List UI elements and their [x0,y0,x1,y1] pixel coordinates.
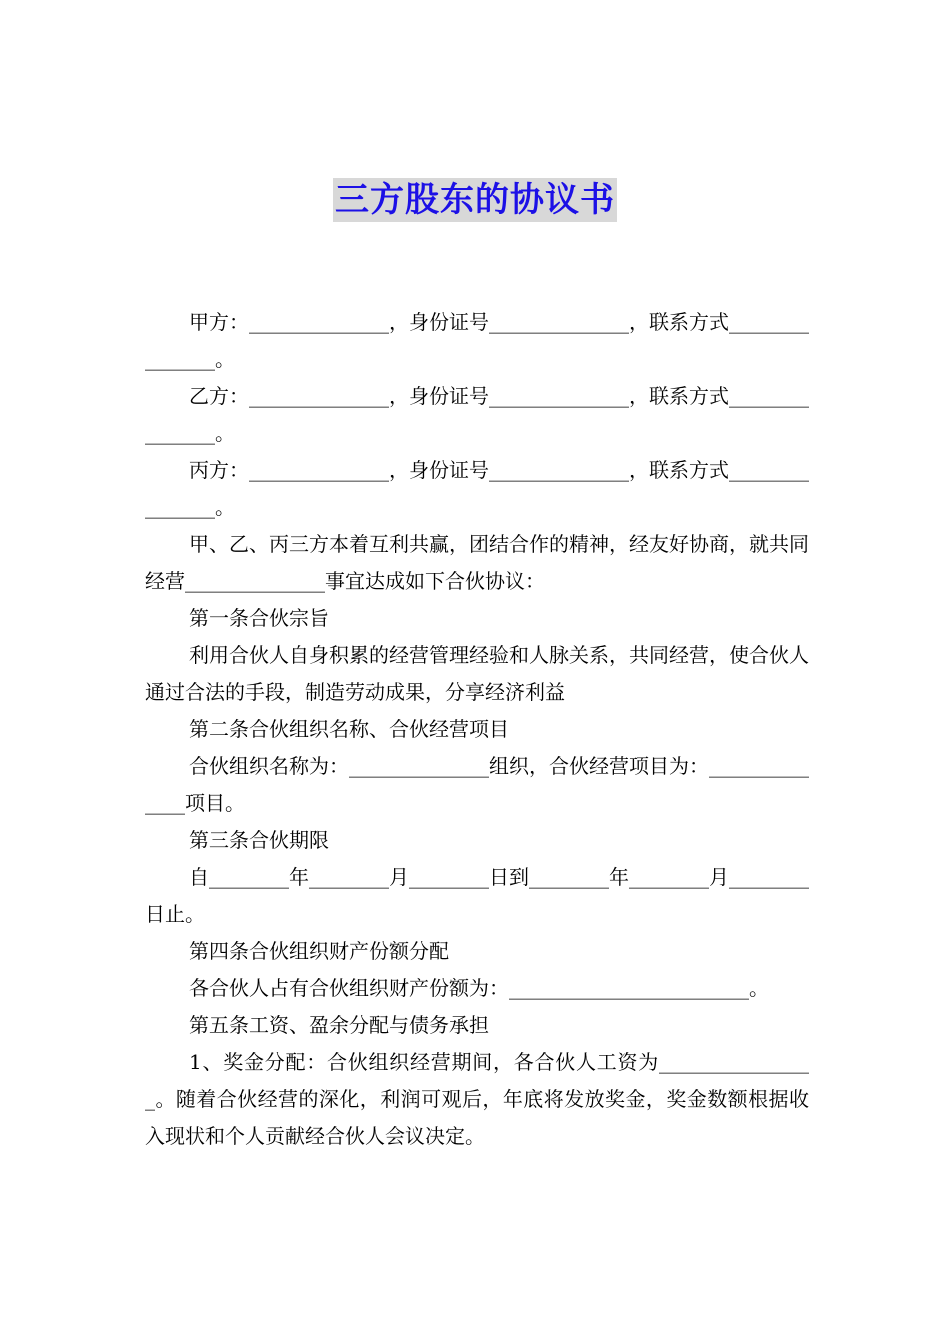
document-body [145,304,809,1155]
article-3-text: 自________年________月________日到________年________月________日止。 [145,865,809,926]
article-2-heading: 第二条合伙组织名称、合伙经营项目 [189,717,509,741]
party-a-line: 甲方：______________，身份证号______________，联系方式_______________。 [145,310,809,371]
article-1-heading: 第一条合伙宗旨 [189,606,329,630]
preamble-paragraph: 甲、乙、丙三方本着互利共赢，团结合作的精神，经友好协商，就共同经营______________事宜达成如下合伙协议： [145,532,809,593]
article-4-text: 各合伙人占有合伙组织财产份额为：________________________。 [189,976,769,1000]
party-c-line: 丙方：______________，身份证号______________，联系方式_______________。 [145,458,809,519]
title-container [0,178,950,222]
article-5-item-1: 1、奖金分配：合伙组织经营期间，各合伙人工资为________________。随着合伙经营的深化，利润可观后，年底将发放奖金，奖金数额根据收入现状和个人贡献经合伙人会议决定。 [145,1050,809,1148]
article-5-heading: 第五条工资、盈余分配与债务承担 [189,1013,489,1037]
article-1-text: 利用合伙人自身积累的经营管理经验和人脉关系，共同经营，使合伙人通过合法的手段，制造劳动成果，分享经济利益 [145,643,809,704]
document-title: 三方股东的协议书 [335,180,615,220]
party-b-line: 乙方：______________，身份证号______________，联系方式_______________。 [145,384,809,445]
article-4-heading: 第四条合伙组织财产份额分配 [189,939,449,963]
article-3-heading: 第三条合伙期限 [189,828,329,852]
article-2-text: 合伙组织名称为：______________组织，合伙经营项目为：______________项目。 [145,754,809,815]
